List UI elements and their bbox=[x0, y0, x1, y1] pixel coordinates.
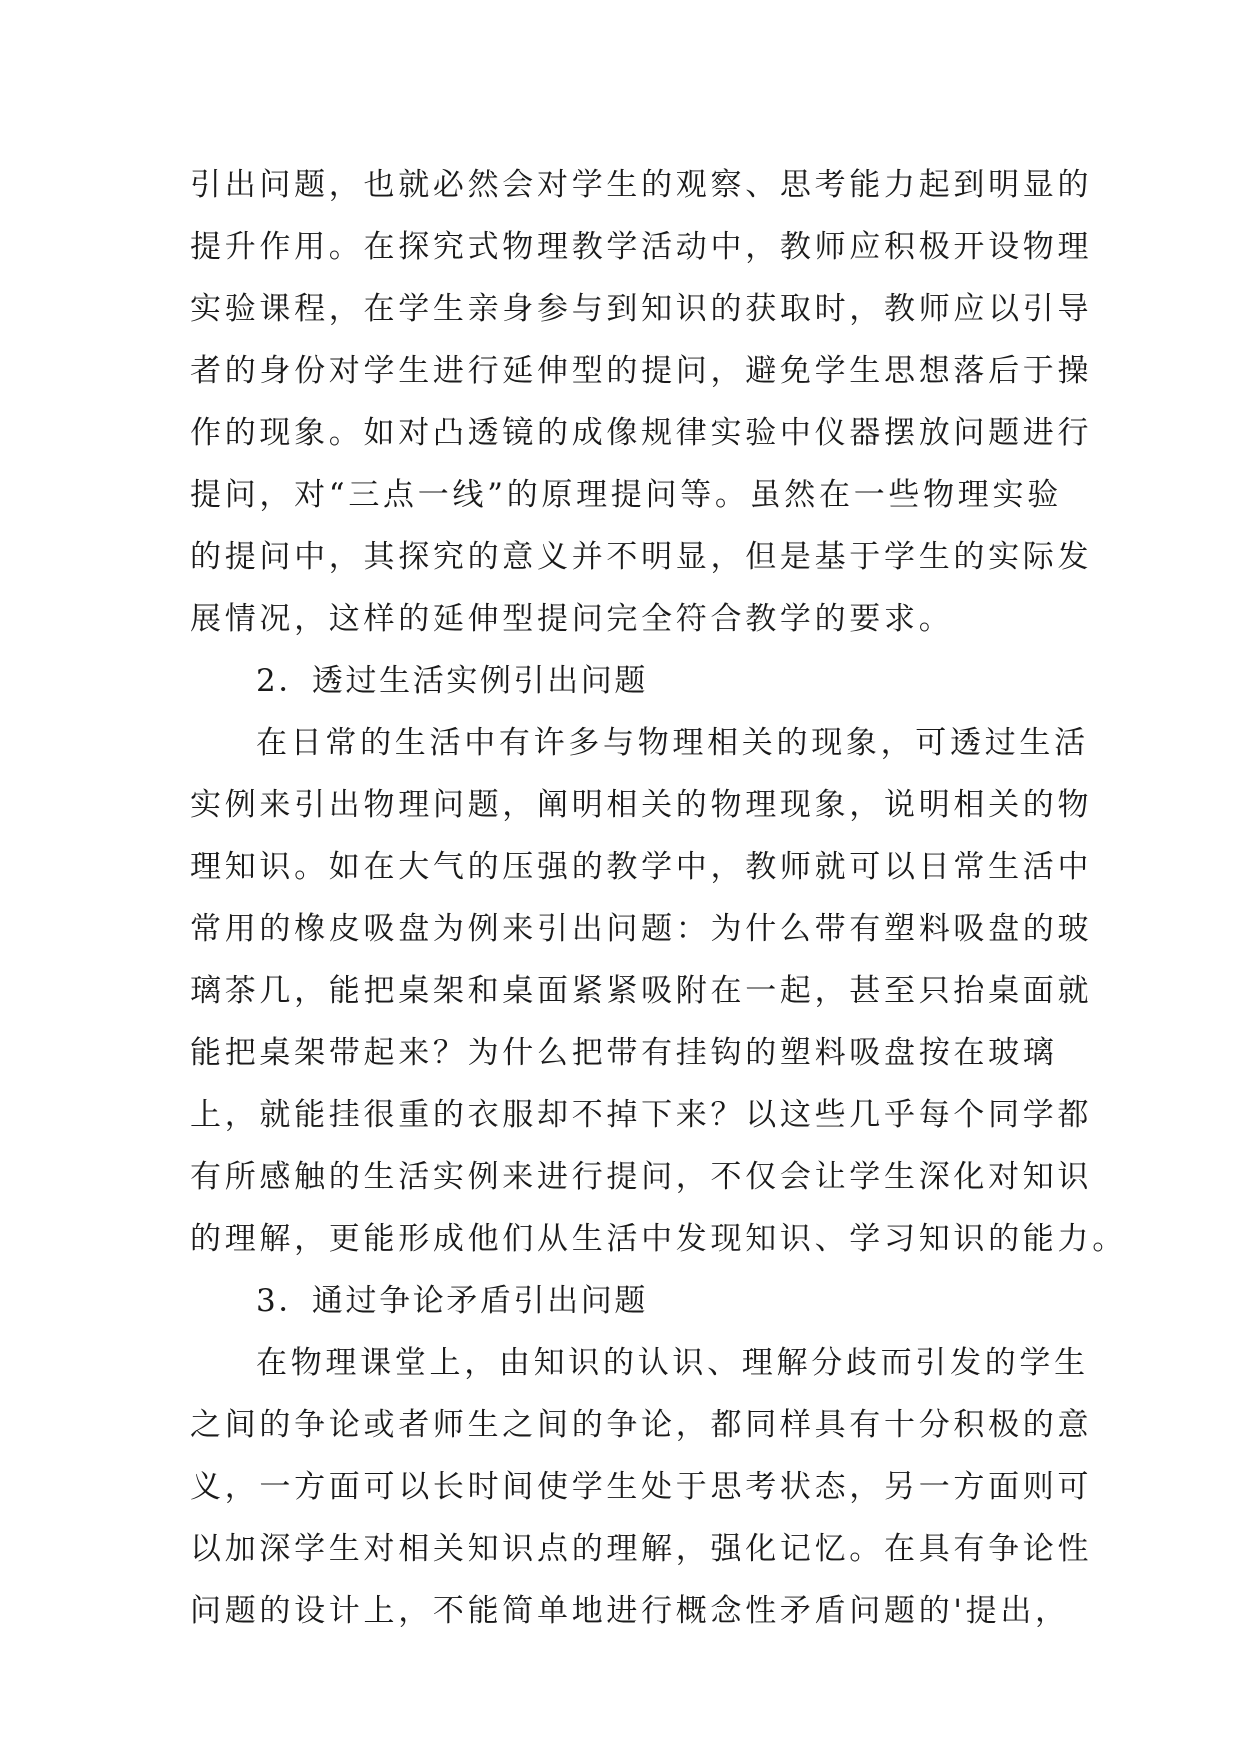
text-line: 上，就能挂很重的衣服却不掉下来？以这些几乎每个同学都 bbox=[190, 1097, 1093, 1133]
section-heading: 3．通过争论矛盾引出问题 bbox=[256, 1283, 648, 1319]
text-line: 作的现象。如对凸透镜的成像规律实验中仪器摆放问题进行 bbox=[190, 415, 1093, 451]
text-line: 者的身份对学生进行延伸型的提问，避免学生思想落后于操 bbox=[190, 353, 1093, 389]
text-line: 提问，对“三点一线”的原理提问等。虽然在一些物理实验 bbox=[190, 477, 1062, 513]
text-line: 的理解，更能形成他们从生活中发现知识、学习知识的能力。 bbox=[190, 1221, 1127, 1257]
text-line: 问题的设计上，不能简单地进行概念性矛盾问题的'提出， bbox=[190, 1593, 1070, 1629]
text-line: 展情况，这样的延伸型提问完全符合教学的要求。 bbox=[190, 601, 954, 637]
text-line: 能把桌架带起来？为什么把带有挂钩的塑料吸盘按在玻璃 bbox=[190, 1035, 1058, 1071]
text-line: 实验课程，在学生亲身参与到知识的获取时，教师应以引导 bbox=[190, 291, 1093, 327]
text-line: 之间的争论或者师生之间的争论，都同样具有十分积极的意 bbox=[190, 1407, 1093, 1443]
document-body bbox=[190, 154, 1127, 1642]
text-line: 的提问中，其探究的意义并不明显，但是基于学生的实际发 bbox=[190, 539, 1093, 575]
text-line: 有所感触的生活实例来进行提问，不仅会让学生深化对知识 bbox=[190, 1159, 1093, 1195]
text-line: 以加深学生对相关知识点的理解，强化记忆。在具有争论性 bbox=[190, 1531, 1093, 1567]
section-heading: 2．透过生活实例引出问题 bbox=[256, 663, 648, 699]
text-line: 提升作用。在探究式物理教学活动中，教师应积极开设物理 bbox=[190, 229, 1093, 265]
text-line: 义，一方面可以长时间使学生处于思考状态，另一方面则可 bbox=[190, 1469, 1093, 1505]
paragraph-first-line: 在日常的生活中有许多与物理相关的现象，可透过生活 bbox=[256, 725, 1089, 761]
text-line: 实例来引出物理问题，阐明相关的物理现象，说明相关的物 bbox=[190, 787, 1093, 823]
text-line: 理知识。如在大气的压强的教学中，教师就可以日常生活中 bbox=[190, 849, 1093, 885]
text-line: 引出问题，也就必然会对学生的观察、思考能力起到明显的 bbox=[190, 167, 1093, 203]
paragraph-first-line: 在物理课堂上，由知识的认识、理解分歧而引发的学生 bbox=[256, 1345, 1089, 1381]
text-line: 璃茶几，能把桌架和桌面紧紧吸附在一起，甚至只抬桌面就 bbox=[190, 973, 1093, 1009]
text-line: 常用的橡皮吸盘为例来引出问题：为什么带有塑料吸盘的玻 bbox=[190, 911, 1093, 947]
